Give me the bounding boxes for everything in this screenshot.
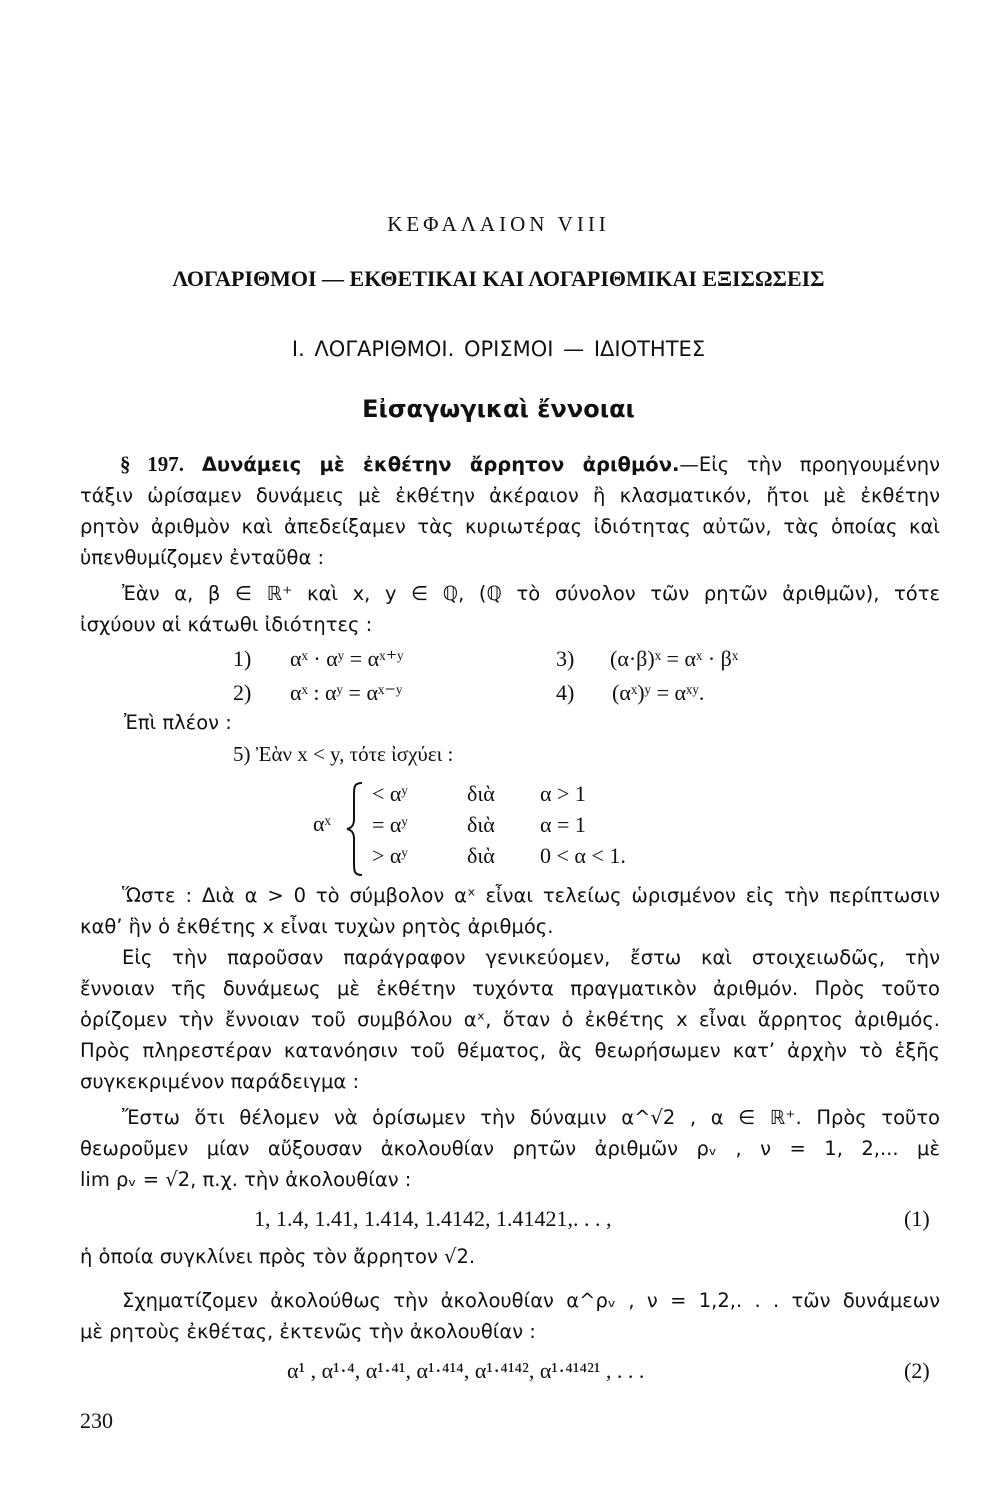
case-3-rel: > αʸ [372,843,408,868]
hence-paragraph [80,880,940,942]
case-1-dia: διὰ [467,781,495,806]
case-3-dia: διὰ [467,843,495,868]
cases-lhs: αˣ [313,811,331,836]
chapter-title: ΛΟΓΑΡΙΘΜΟΙ — ΕΚΘΕΤΙΚΑΙ ΚΑΙ ΛΟΓΑΡΙΘΜΙΚΑΙ ΕΞΙΣΩΣΕΙΣ [172,266,825,291]
property-4-formula: (αˣ)ʸ = αˣʸ. [612,680,705,705]
example-line-3: lim ρᵥ = √2, π.χ. τὴν ἀκολουθίαν : [80,1168,412,1191]
form-line-2: μὲ ρητοὺς ἐκθέτας, ἐκτενῶς τὴν ἀκολουθίαν : [80,1320,536,1343]
general-line-2: ἔννοιαν τῆς δυνάμεως μὲ ἐκθέτην τυχόντα πραγματικὸν ἀριθμόν. Πρὸς τοῦτο [80,977,940,1000]
general-line-5: συγκεκριμένον παράδειγμα : [80,1070,360,1093]
hence-line-2: καθ’ ἣν ὁ ἐκθέτης x εἶναι τυχὼν ρητὸς ἀριθμός. [80,915,554,938]
section-subheading: Εἰσαγωγικαὶ ἔννοιαι [362,395,635,423]
paragraph-line3: ρητὸν ἀριθμὸν καὶ ἀπεδείξαμεν τὰς κυριωτέρας ἰδιότητας αὐτῶν, τὰς ὁποίας καὶ [80,515,940,538]
if-text: Ἐὰν α, β ∈ ℝ⁺ καὶ x, y ∈ ℚ, (ℚ τὸ σύνολον τῶν ρητῶν ἀριθμῶν), τότε [122,582,940,605]
left-brace-icon [344,781,366,877]
paragraph-number: § 197. [120,452,185,476]
property-4-num: 4) [556,680,575,705]
paragraph-title: Δυνάμεις μὲ ἐκθέτην ἄρρητον ἀριθμόν. [201,453,680,476]
example-paragraph [80,1102,940,1195]
case-1-rel: < αʸ [372,781,408,806]
chapter-label: ΚΕΦΑΛΑΙΟΝ VIII [387,212,610,236]
paragraph-line2: τάξιν ὡρίσαμεν δυνάμεις μὲ ἐκθέτην ἀκέραιον ἢ κλασματικόν, ἤτοι μὲ ἐκθέτην [80,484,940,507]
property-3-formula: (α·β)ˣ = αˣ · βˣ [610,646,739,671]
hence-line-1: Ὥστε : Διὰ α > 0 τὸ σύμβολον αˣ εἶναι τελείως ὡρισμένον εἰς τὴν περίπτωσιν [122,884,940,907]
example-line-1: Ἔστω ὅτι θέλομεν νὰ ὁρίσωμεν τὴν δύναμιν α^√2 , α ∈ ℝ⁺. Πρὸς τοῦτο [122,1106,940,1129]
property-1-formula: αˣ · αʸ = αˣ⁺ʸ [290,646,404,671]
case-1-cond: α > 1 [540,781,586,806]
example-line-2: θεωροῦμεν μίαν αὔξουσαν ἀκολουθίαν ρητῶν ἀριθμῶν ρᵥ , ν = 1, 2,... μὲ [80,1137,940,1160]
case-2-dia: διὰ [467,812,495,837]
sequence-1: 1, 1.4, 1.41, 1.414, 1.4142, 1.41421,. . . , [254,1206,612,1231]
case-2-rel: = αʸ [372,812,408,837]
paragraph-line4: ὑπενθυμίζομεν ἐνταῦθα : [80,546,325,569]
sequence-1-label: (1) [904,1206,930,1231]
property-3-num: 3) [556,646,575,671]
form-paragraph [80,1285,940,1347]
page-number: 230 [80,1408,113,1433]
general-line-1: Εἰς τὴν παροῦσαν παράγραφον γενικεύομεν, ἔστω καὶ στοιχειωδῶς, τὴν [122,946,940,969]
property-2-num: 2) [233,680,252,705]
case-2-cond: α = 1 [540,812,586,837]
moreover-text: Ἐπὶ πλέον : [124,711,232,734]
converges-text: ἡ ὁποία συγκλίνει πρὸς τὸν ἄρρητον √2. [80,1245,476,1268]
general-paragraph [80,942,940,1097]
paragraph-197 [80,449,940,573]
conditions [80,578,940,640]
property-2-formula: αˣ : αʸ = αˣ⁻ʸ [290,680,403,705]
sequence-2: α¹ , α¹·⁴, α¹·⁴¹, α¹·⁴¹⁴, α¹·⁴¹⁴², α¹·⁴¹⁴²¹ , . . . [287,1358,645,1383]
general-line-4: Πρὸς πληρεστέραν κατανόησιν τοῦ θέματος, ἂς θεωρήσωμεν κατ’ ἀρχὴν τὸ ἑξῆς [80,1039,940,1062]
form-line-1: Σχηματίζομεν ἀκολούθως τὴν ἀκολουθίαν α^ρᵥ , ν = 1,2,. . . τῶν δυνάμεων [122,1289,940,1312]
property-5: 5) Ἐὰν x < y, τότε ἰσχύει : [233,742,454,766]
section-heading: I. ΛΟΓΑΡΙΘΜΟΙ. ΟΡΙΣΜΟΙ — ΙΔΙΟΤΗΤΕΣ [291,337,706,361]
case-3-cond: 0 < α < 1. [540,843,626,868]
hold-text: ἰσχύουν αἱ κάτωθι ἰδιότητες : [80,613,373,636]
paragraph-line1: —Εἰς τὴν προηγουμένην [679,453,940,476]
sequence-2-label: (2) [904,1358,930,1383]
property-1-num: 1) [233,646,252,671]
general-line-3: ὁρίζομεν τὴν ἔννοιαν τοῦ συμβόλου αˣ, ὅταν ὁ ἐκθέτης x εἶναι ἄρρητος ἀριθμός. [80,1008,940,1031]
